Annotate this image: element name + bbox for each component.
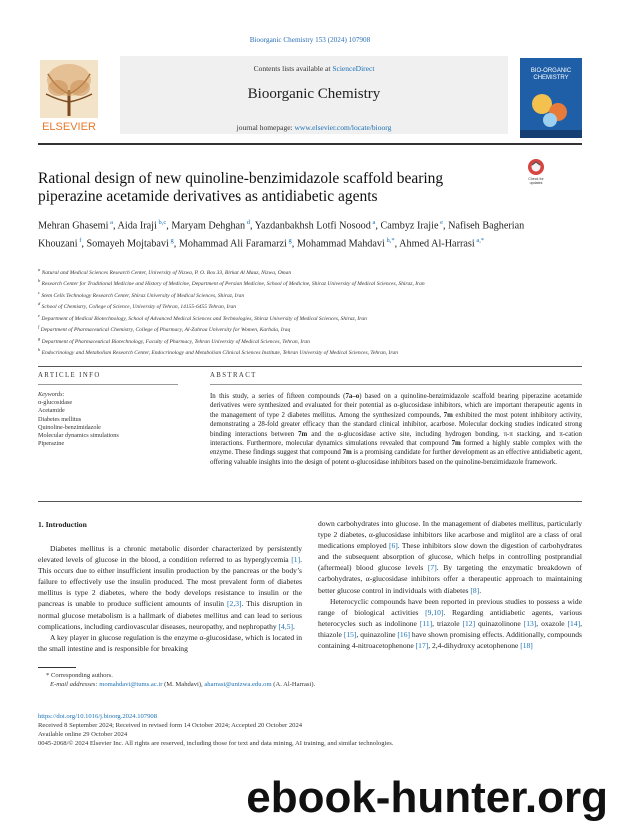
author-name: Mohammad Mahdavi bbox=[296, 238, 385, 250]
affiliation-text: Research Center for Traditional Medicine and History of Medicine, Department of Persian Medicine, School of Medicine, Shiraz University of Medical Sciences, Shiraz, Iran bbox=[40, 281, 425, 288]
abstract-end-rule bbox=[38, 501, 582, 502]
abstract-text bbox=[210, 392, 582, 467]
affiliation-item bbox=[38, 346, 578, 357]
contents-prefix: Contents lists available at bbox=[253, 64, 333, 73]
citation-link[interactable]: [16] bbox=[397, 629, 410, 639]
affiliation-marker: f bbox=[38, 324, 40, 330]
publisher-name: ELSEVIER bbox=[42, 121, 96, 133]
author-affiliation-marker: g bbox=[168, 237, 174, 245]
citation-link[interactable]: [13] bbox=[523, 618, 537, 628]
author-affiliation-marker: a,* bbox=[474, 237, 485, 245]
journal-cover-image bbox=[520, 58, 582, 138]
affiliation-text: Department of Medical Biotechnology, School of Advanced Medical Sciences and Technologies, Shiraz University of Medical Sciences, Shiraz, Iran bbox=[40, 315, 367, 322]
affiliation-text: Department of Pharmaceutical Chemistry, College of Pharmacy, Al-Zahraa University for Women, Karbala, Iraq bbox=[39, 326, 291, 333]
keyword-item: Diabetes mellitus bbox=[38, 415, 82, 423]
keyword-item: α-glucosidase bbox=[38, 399, 73, 407]
compound-label: 7m bbox=[298, 430, 308, 438]
abstract-segment: formed a highly stable complex with the enzyme. These findings suggest that compound bbox=[210, 440, 582, 457]
author-name: Cambyz Irajie bbox=[380, 220, 439, 232]
abstract-segment: and the α-glucosidase active site, including hydrogen bonding, π-π stacking, and π-cation interactions. Furthermore, molecular dynamics simulations revealed that compound bbox=[210, 430, 582, 448]
available-online: Available online 29 October 2024 bbox=[38, 731, 128, 738]
author-list: Mehran Ghasemi $^a$, Aida Iraji $^{b,c}$, Maryam Dehghan $^d$, Yazdanbakhsh Lotfi Nosood $^a$, Cambyz Irajie $^e$, Nafiseh Bagherian Khouzani $^f$, Somayeh Mojtabavi $^g$, Mohammad Ali Faramarzi $^g$, Mohammad Mahdavi $^{h,*}$, Ahmed Al-Harrasi $^{a,*}$ bbox=[38, 219, 525, 250]
affiliation-item bbox=[38, 266, 578, 277]
journal-reference: Bioorganic Chemistry 153 (2024) 107908 bbox=[249, 36, 371, 44]
author-affiliation-marker: f bbox=[77, 237, 82, 245]
email-link-2[interactable]: aharrasi@unizwa.edu.om bbox=[204, 681, 272, 688]
watermark-image bbox=[150, 772, 610, 822]
abstract-heading: ABSTRACT bbox=[210, 372, 257, 379]
text-segment: , oxazole bbox=[536, 618, 568, 628]
badge-line-1: Check for bbox=[528, 177, 544, 181]
paragraph bbox=[38, 632, 302, 654]
keyword-item: Acetamide bbox=[38, 407, 65, 415]
abstract-segment: ) based on a quinoline-benzimidazole scaffold bearing piperazine acetamide derivatives were synthesized and evaluated for their potential as α-glucosidase inhibitors, which are important therapeutic agents in the management of type 2 diabetes mellitus. Among the synthesized compounds, bbox=[210, 393, 582, 419]
footnote-rule bbox=[38, 667, 76, 668]
author-name: Nafiseh Bagherian Khouzani bbox=[38, 220, 525, 250]
elsevier-logo bbox=[38, 58, 100, 134]
citation-link[interactable]: [4,5] bbox=[278, 621, 293, 631]
affiliation-item bbox=[38, 312, 578, 323]
intro-column-left bbox=[38, 543, 302, 654]
header-rule bbox=[38, 143, 582, 145]
author-affiliation-marker: d bbox=[245, 219, 251, 226]
affiliation-item bbox=[38, 335, 578, 346]
article-footer bbox=[38, 712, 578, 748]
affiliation-text: Natural and Medical Sciences Research Center, University of Nizwa, P. O. Box 33, Birkat Al Mauz, Nizwa, Oman bbox=[40, 269, 292, 276]
author-name: Somayeh Mojtabavi bbox=[86, 238, 169, 250]
affiliation-rule bbox=[38, 366, 582, 367]
compound-label: 7m bbox=[342, 449, 352, 457]
watermark-text: ebook-hunter.org bbox=[246, 773, 608, 822]
keywords-block bbox=[38, 391, 188, 448]
homepage-line bbox=[120, 123, 508, 132]
article-info-heading: ARTICLE INFO bbox=[38, 372, 101, 379]
text-segment: have shown promising effects. Additionally, compounds containing 4-nitroacetophenone bbox=[318, 629, 582, 651]
author-name: Ahmed Al-Harrasi bbox=[399, 238, 475, 250]
copyright-line: 0045-2068/© 2024 Elsevier Inc. All rights are reserved, including those for text and data mining, AI training, and similar technologies. bbox=[38, 740, 394, 747]
email-label: E-mail addresses: bbox=[50, 681, 100, 688]
keywords-list bbox=[38, 399, 188, 448]
article-info-rule bbox=[38, 384, 178, 385]
keywords-label: Keywords: bbox=[38, 391, 65, 398]
email-name-2: (A. Al-Harrasi). bbox=[271, 681, 316, 688]
watermark bbox=[150, 772, 610, 822]
email-link-1[interactable]: momahdavi@tums.ac.ir bbox=[99, 681, 163, 688]
citation-link[interactable]: [1] bbox=[291, 555, 301, 565]
affiliation-text: Endocrinology and Metabolism Research Center, Endocrinology and Metabolism Clinical Sciences Institute, Tehran University of Medical Sciences, Tehran, Iran bbox=[40, 349, 398, 356]
compound-label: 7a–o bbox=[345, 393, 360, 400]
text-segment: , quinazoline bbox=[356, 629, 398, 639]
citation-link[interactable]: [8] bbox=[470, 585, 480, 595]
paragraph bbox=[318, 518, 582, 596]
journal-cover bbox=[520, 58, 582, 138]
text-segment: quinazolinone bbox=[475, 618, 524, 628]
text-segment: Diabetes mellitus is a chronic metabolic disorder characterized by persistently elevated levels of glucose in the blood, a condition referred to as hyperglycemia bbox=[38, 544, 302, 565]
affiliation-marker: c bbox=[38, 289, 40, 295]
keyword-item: Quinoline-benzimidazole bbox=[38, 423, 101, 431]
text-segment: , triazole bbox=[432, 618, 463, 628]
intro-column-right bbox=[318, 518, 582, 651]
author-affiliation-marker: g bbox=[286, 237, 292, 245]
affiliation-text: School of Chemistry, College of Science, University of Tehran, 14155-6455 Tehran, Iran bbox=[40, 304, 236, 311]
contents-line bbox=[120, 64, 508, 73]
text-segment: , thiazole bbox=[318, 618, 582, 639]
author-name: Mehran Ghasemi bbox=[38, 220, 109, 232]
affiliation-item bbox=[38, 323, 578, 334]
author-affiliation-marker: a bbox=[108, 219, 113, 226]
text-segment: . This disruption in normal glucose metabolism is a hallmark of diabetes mellitus and can lead to serious complications, including cardiovascular diseases, neuropathy, and nephropathy bbox=[38, 599, 302, 631]
author-name: Maryam Dehghan bbox=[171, 220, 246, 232]
abstract-segment: In this study, a series of fifteen compounds ( bbox=[210, 393, 346, 400]
text-segment: . By targeting the enzymatic breakdown of carbohydrates, α-glucosidase inhibitors offer a therapeutic approach to maintaining better glucose control in individuals with diabetes bbox=[318, 563, 582, 595]
text-segment: , 2,4-dihydroxy acetophenone bbox=[428, 641, 521, 651]
citation-link[interactable]: [9,10] bbox=[425, 607, 444, 617]
affiliation-marker: e bbox=[38, 312, 40, 318]
author-name: Mohammad Ali Faramarzi bbox=[178, 238, 287, 250]
cover-title-1: BIO-ORGANIC bbox=[530, 68, 572, 74]
author-affiliation-marker: a bbox=[370, 219, 376, 226]
check-for-updates-icon bbox=[521, 156, 551, 186]
author-affiliation-marker: e bbox=[438, 219, 443, 226]
citation-link[interactable]: [11] bbox=[419, 618, 433, 628]
author-name: Aida Iraji bbox=[117, 220, 157, 232]
introduction-heading: 1. Introduction bbox=[38, 520, 87, 529]
cover-title-2: CHEMISTRY bbox=[533, 75, 569, 81]
doi-link[interactable]: https://doi.org/10.1016/j.bioorg.2024.107908 bbox=[38, 713, 157, 720]
email-line bbox=[38, 680, 438, 689]
text-segment: . This occurs due to either insufficient insulin production by the pancreas or the body’s failure to effectively use the insulin produced. The most prevalent form of diabetes mellitus is type 2 diabetes, where the body develops resistance to insulin or the pancreas is unable to produce sufficient amounts of insulin bbox=[38, 555, 302, 609]
affiliation-item bbox=[38, 289, 578, 300]
affiliation-marker: a bbox=[38, 267, 41, 272]
author-affiliation-marker: b,c bbox=[156, 219, 167, 226]
affiliation-list bbox=[38, 266, 578, 357]
affiliation-item bbox=[38, 300, 578, 311]
author-affiliation-marker: h,* bbox=[384, 237, 395, 245]
citation-link[interactable]: [7] bbox=[427, 563, 437, 573]
abstract-segment: is a promising candidate for further development as an effective antidiabetic agent, offering valuable insights into the design of potent α-glucosidase inhibitors based on the quinoline-benzimidazole framework. bbox=[210, 449, 583, 466]
abstract-segment: exhibited the most potent inhibitory activity, demonstrating a 28-fold greater efficacy than the standard clinical inhibitor, acarbose. Molecular docking studies indicated strong binding interactions between bbox=[210, 411, 582, 438]
sciencedirect-link[interactable]: ScienceDirect bbox=[332, 64, 375, 73]
author-name: Yazdanbakhsh Lotfi Nosood bbox=[254, 220, 371, 232]
affiliation-item bbox=[38, 277, 578, 288]
homepage-link[interactable]: www.elsevier.com/locate/bioorg bbox=[294, 123, 392, 132]
citation-link[interactable]: [6] bbox=[388, 541, 398, 551]
affiliation-marker: g bbox=[38, 335, 41, 341]
citation-link[interactable]: [12] bbox=[462, 618, 476, 628]
affiliation-text: Department of Pharmaceutical Biotechnology, Faculty of Pharmacy, Tehran University of Medical Sciences, Tehran, Iran bbox=[40, 338, 310, 345]
paragraph bbox=[38, 543, 302, 632]
affiliation-marker: d bbox=[38, 301, 41, 307]
text-segment: . These inhibitors slow down the digestion of carbohydrates and the subsequent absorption of glucose, which helps in controlling postprandial (aftermeal) blood glucose levels bbox=[318, 541, 582, 573]
corresponding-footnote bbox=[38, 671, 438, 689]
citation-link[interactable]: [14] bbox=[567, 618, 581, 628]
text-segment: down carbohydrates into glucose. In the management of diabetes mellitus, particularly type 2 diabetes, α-glucosidase inhibitors like acarbose and miglitol are a class of oral medications employed bbox=[318, 519, 582, 551]
paragraph bbox=[318, 596, 582, 651]
email-name-1: (M. Mahdavi), bbox=[162, 681, 205, 688]
journal-name: Bioorganic Chemistry bbox=[247, 86, 381, 102]
citation-link[interactable]: [17] bbox=[415, 641, 429, 651]
text-segment: . Regarding antidiabetic agents, various heterocycles such as indolinone bbox=[318, 607, 582, 628]
compound-label: 7m bbox=[451, 440, 461, 448]
citation-link[interactable]: [2,3] bbox=[227, 599, 242, 609]
keyword-item: Molecular dynamics simulations bbox=[38, 432, 119, 440]
text-segment: . bbox=[293, 621, 295, 631]
text-segment: A key player in glucose regulation is the enzyme α-glucosidase, which is located in the small intestine and is responsible for breaking bbox=[38, 632, 302, 653]
elsevier-tree-icon bbox=[38, 58, 100, 134]
citation-link[interactable]: [15] bbox=[343, 629, 357, 639]
keyword-item: Piperazine bbox=[38, 440, 65, 448]
corresponding-authors: * Corresponding authors. bbox=[46, 672, 113, 679]
affiliation-marker: b bbox=[38, 278, 41, 284]
affiliation-text: Stem Cells Technology Research Center, Shiraz University of Medical Sciences, Shiraz, Iran bbox=[40, 292, 245, 299]
abstract-rule bbox=[210, 384, 582, 385]
check-for-updates-badge[interactable] bbox=[521, 156, 551, 186]
compound-label: 7m bbox=[443, 411, 453, 419]
text-segment: Heterocyclic compounds have been reported in previous studies to possess a wide range of biological activities bbox=[318, 596, 582, 617]
citation-link[interactable]: [18] bbox=[520, 641, 533, 651]
homepage-prefix: journal homepage: bbox=[236, 123, 295, 132]
affiliation-marker: h bbox=[38, 346, 41, 352]
article-title: Rational design of new quinoline-benzimidazole scaffold bearing piperazine acetamide derivatives as antidiabetic agents bbox=[38, 170, 444, 205]
received-dates: Received 8 September 2024; Received in revised form 14 October 2024; Accepted 20 October 2024 bbox=[38, 722, 303, 729]
badge-line-2: updates bbox=[529, 181, 543, 185]
text-segment: . bbox=[479, 585, 482, 595]
